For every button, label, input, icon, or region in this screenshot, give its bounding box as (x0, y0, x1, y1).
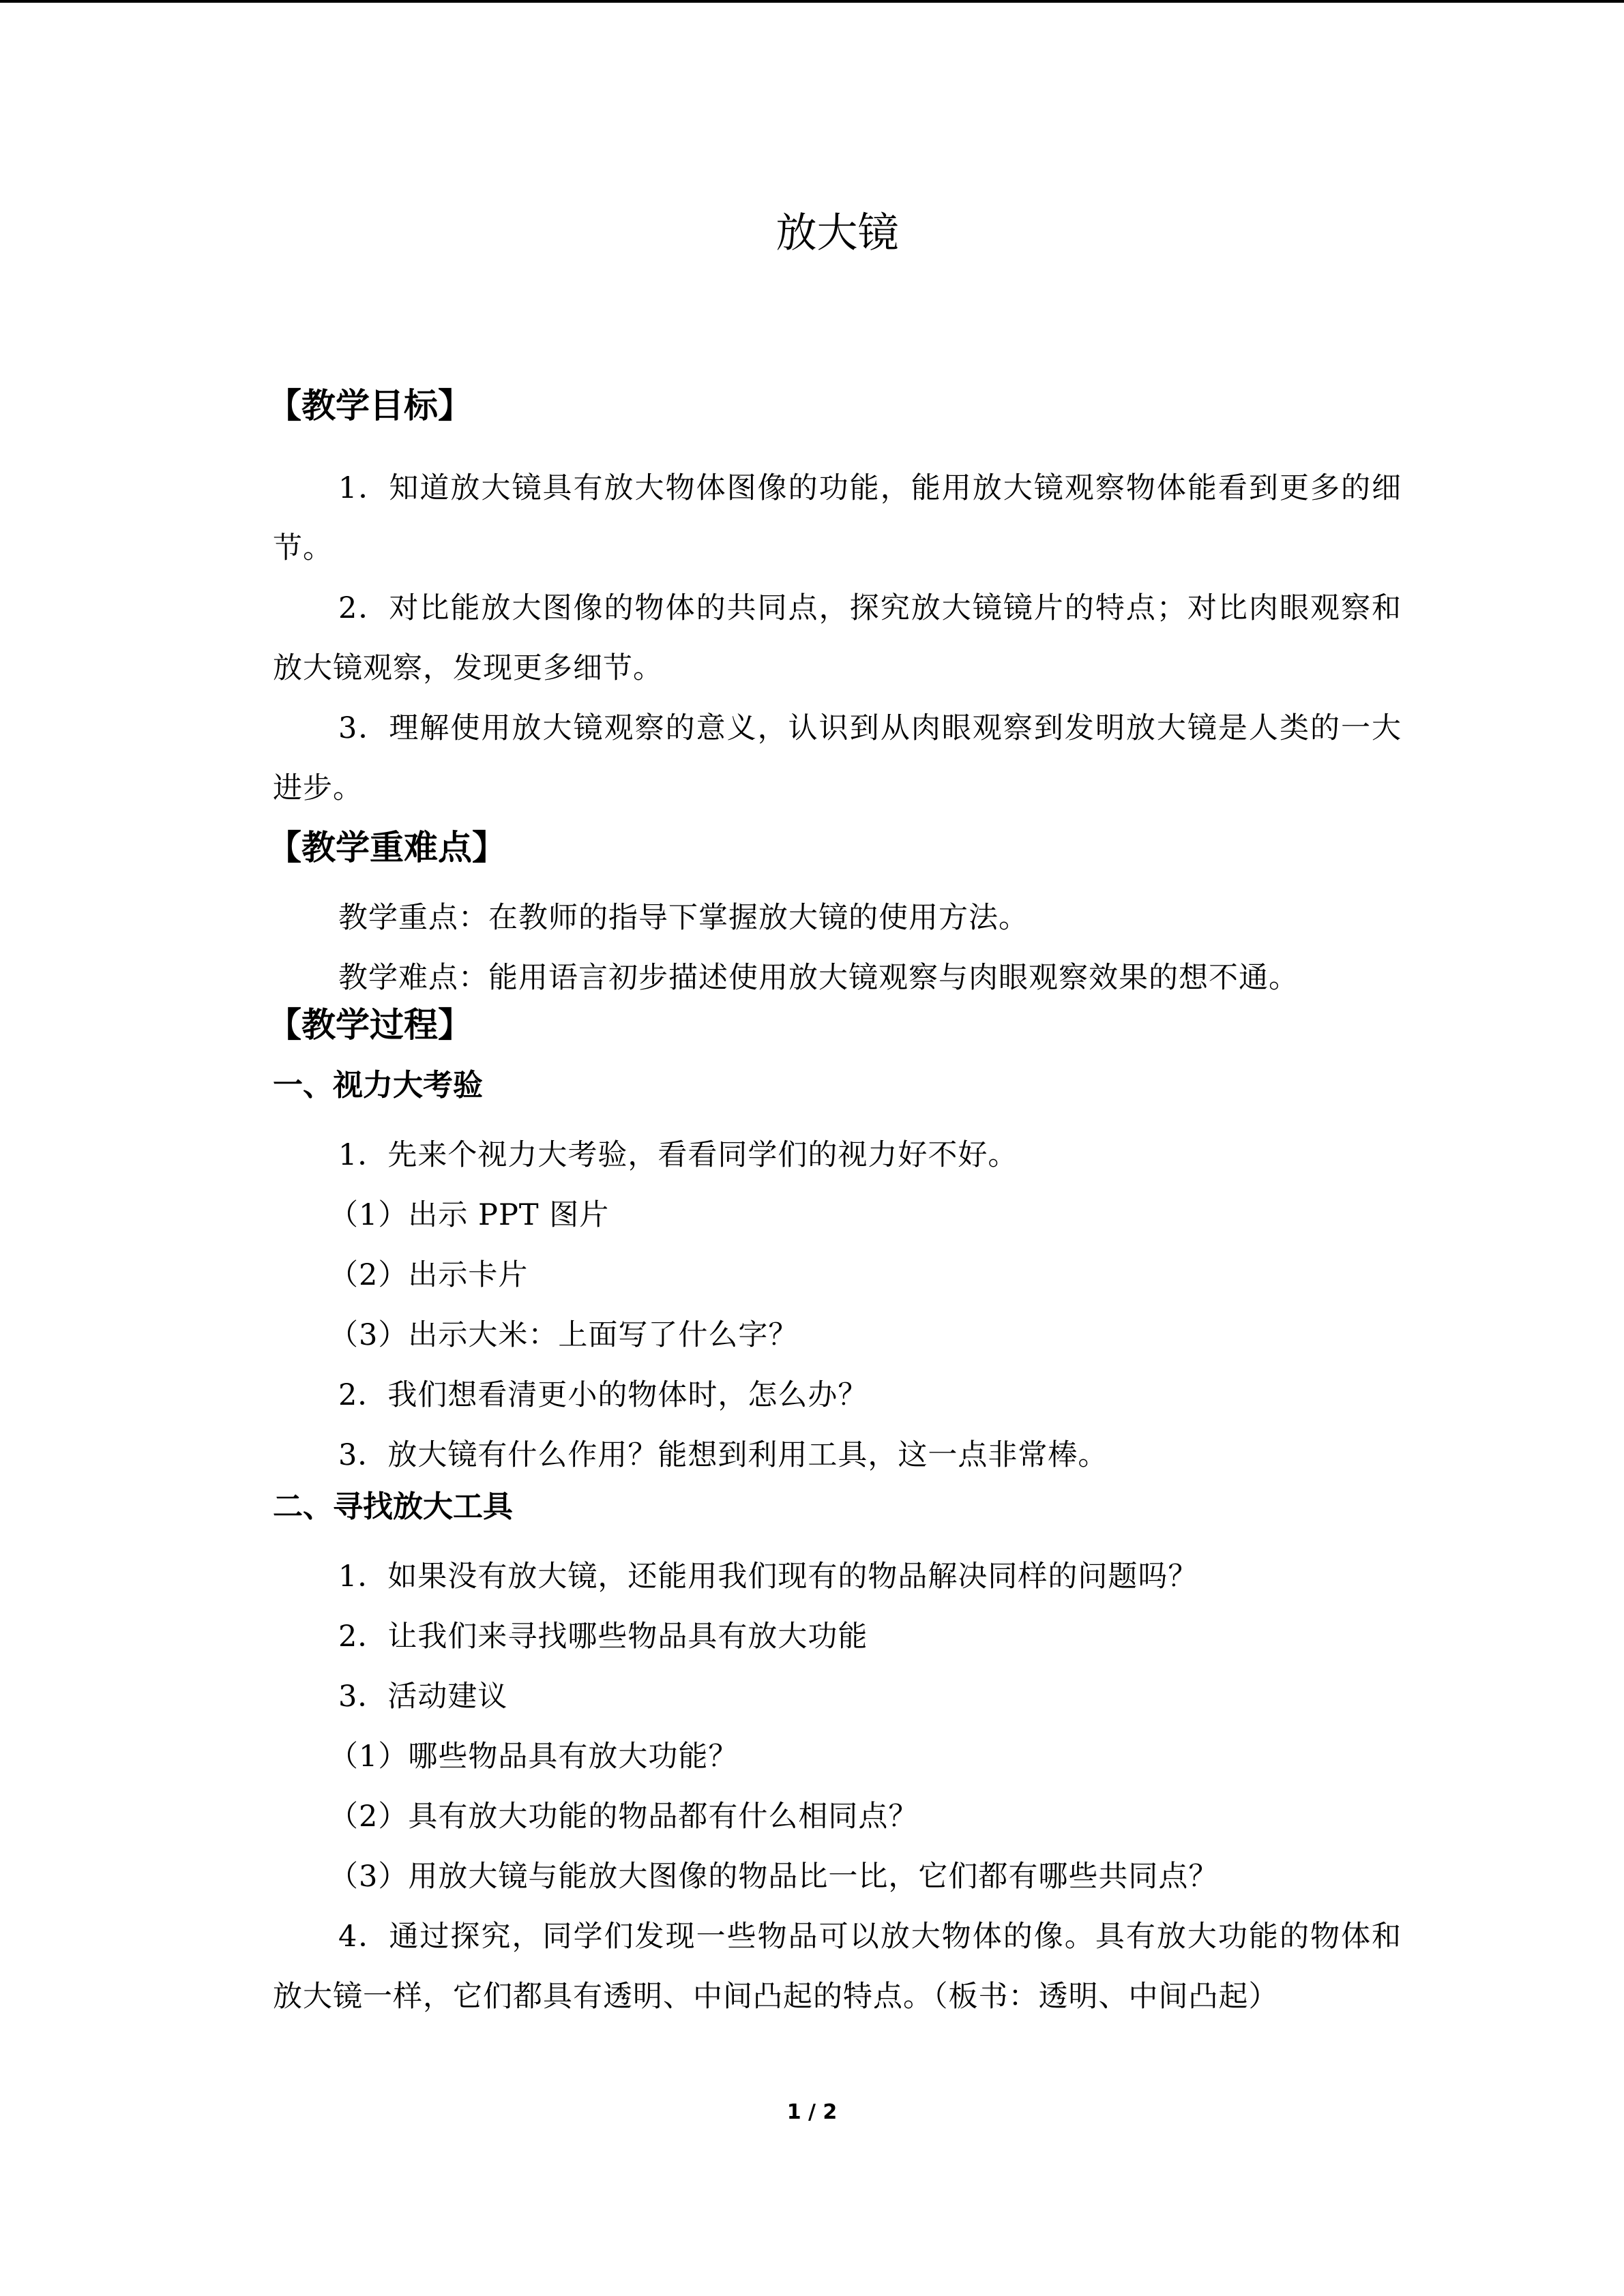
part1-lines (273, 1125, 1402, 1485)
objective-item: 2．对比能放大图像的物体的共同点，探究放大镜镜片的特点；对比肉眼观察和放大镜观察，发现更多细节。 (273, 591, 1402, 685)
part2-section (273, 1487, 1402, 1527)
part2-line: 1．如果没有放大镜，还能用我们现有的物品解决同样的问题吗？ (338, 1560, 1198, 1594)
part2-line: （3）用放大镜与能放大图像的物品比一比，它们都有哪些共同点？ (329, 1860, 1219, 1894)
key-points-heading: 【教学重难点】 (267, 828, 506, 867)
part2-line: 3．活动建议 (338, 1680, 508, 1714)
part2-line: （2）具有放大功能的物品都有什么相同点？ (329, 1800, 919, 1834)
key-points-section (267, 824, 1402, 871)
teaching-difficulty: 教学难点：能用语言初步描述使用放大镜观察与肉眼观察效果的想不通。 (338, 961, 1299, 995)
page-number: 1 / 2 (786, 2100, 838, 2124)
part1-line: （2）出示卡片 (329, 1258, 529, 1292)
objective-item: 1．知道放大镜具有放大物体图像的功能，能用放大镜观察物体能看到更多的细节。 (273, 471, 1402, 565)
part1-section (273, 1065, 1402, 1106)
part2-summary (273, 1907, 1402, 2027)
objectives-heading: 【教学目标】 (267, 386, 472, 426)
part1-line: （1）出示 PPT 图片 (329, 1198, 610, 1232)
key-points-body (273, 888, 1402, 1008)
part2-heading: 二、寻找放大工具 (273, 1489, 513, 1524)
part1-line: 2．我们想看清更小的物体时，怎么办？ (338, 1378, 868, 1412)
objectives-list (273, 458, 1402, 818)
objectives-section (267, 382, 1402, 430)
process-heading: 【教学过程】 (267, 1005, 472, 1045)
top-border-rule (0, 0, 1624, 3)
part2-lines (273, 1547, 1402, 1907)
part2-line: （1）哪些物品具有放大功能？ (329, 1740, 739, 1774)
part1-line: 1．先来个视力大考验，看看同学们的视力好不好。 (338, 1138, 1018, 1172)
part1-heading: 一、视力大考验 (273, 1068, 483, 1103)
part2-line: 2．让我们来寻找哪些物品具有放大功能 (338, 1620, 868, 1654)
process-section (267, 1001, 1402, 1049)
teaching-focus: 教学重点：在教师的指导下掌握放大镜的使用方法。 (338, 901, 1029, 935)
part1-line: （3）出示大米：上面写了什么字？ (329, 1318, 799, 1352)
document-title: 放大镜 (776, 209, 899, 257)
objective-item: 3．理解使用放大镜观察的意义，认识到从肉眼观察到发明放大镜是人类的一大进步。 (273, 711, 1402, 805)
part1-line: 3．放大镜有什么作用？能想到利用工具，这一点非常棒。 (338, 1438, 1108, 1472)
part2-summary-paragraph: 4．通过探究，同学们发现一些物品可以放大物体的像。具有放大功能的物体和放大镜一样，它们都具有透明、中间凸起的特点。（板书：透明、中间凸起） (273, 1920, 1402, 2014)
